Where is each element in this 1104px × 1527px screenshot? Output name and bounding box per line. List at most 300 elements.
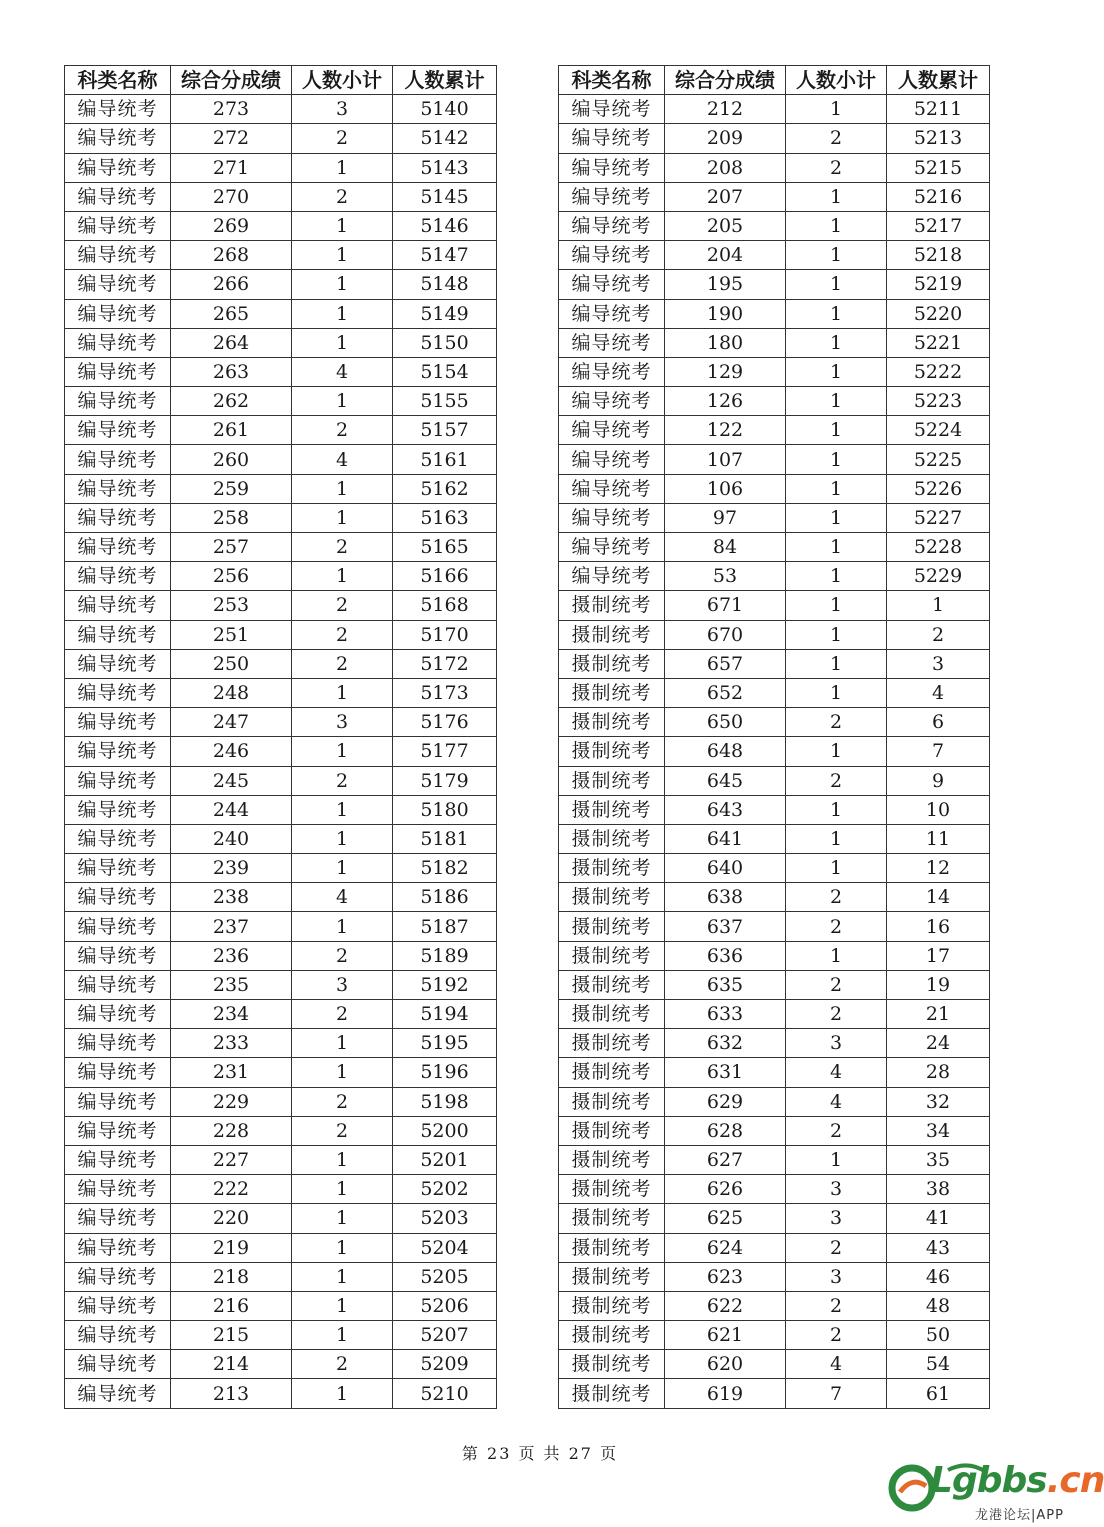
table-row (65, 299, 497, 328)
cell-score: 222 (171, 1175, 292, 1204)
table-row (65, 503, 497, 532)
table-header-row (65, 66, 497, 95)
cell-score: 195 (665, 270, 786, 299)
header-count: 人数小计 (786, 66, 887, 95)
table-row (65, 795, 497, 824)
table-row (65, 562, 497, 591)
cell-score: 636 (665, 941, 786, 970)
table-row (559, 270, 990, 299)
table-row (65, 1321, 497, 1350)
cell-score: 619 (665, 1379, 786, 1408)
cell-count: 1 (786, 795, 887, 824)
cell-score: 269 (171, 211, 292, 240)
cell-score: 623 (665, 1262, 786, 1291)
cell-count: 3 (292, 708, 393, 737)
cell-score: 231 (171, 1058, 292, 1087)
table-row (559, 1262, 990, 1291)
cell-score: 106 (665, 474, 786, 503)
cell-score: 107 (665, 445, 786, 474)
cell-score: 258 (171, 503, 292, 532)
cell-count: 1 (292, 1058, 393, 1087)
cell-cumulative: 48 (887, 1291, 990, 1320)
cell-score: 266 (171, 270, 292, 299)
cell-count: 2 (786, 1291, 887, 1320)
cell-cumulative: 4 (887, 678, 990, 707)
cell-category: 编导统考 (65, 1291, 171, 1320)
logo-subtitle: 龙港论坛|APP (975, 1508, 1064, 1523)
table-row (559, 328, 990, 357)
cell-cumulative: 6 (887, 708, 990, 737)
cell-score: 626 (665, 1175, 786, 1204)
cell-cumulative: 19 (887, 970, 990, 999)
table-row (559, 1233, 990, 1262)
table-row (559, 445, 990, 474)
cell-cumulative: 24 (887, 1029, 990, 1058)
header-count: 人数小计 (292, 66, 393, 95)
cell-score: 624 (665, 1233, 786, 1262)
cell-score: 234 (171, 1000, 292, 1029)
cell-score: 629 (665, 1087, 786, 1116)
cell-cumulative: 5229 (887, 562, 990, 591)
cell-category: 编导统考 (65, 1058, 171, 1087)
cell-score: 628 (665, 1116, 786, 1145)
cell-cumulative: 5225 (887, 445, 990, 474)
cell-category: 编导统考 (65, 387, 171, 416)
cell-count: 1 (292, 737, 393, 766)
table-row (559, 649, 990, 678)
cell-cumulative: 5192 (393, 970, 497, 999)
table-row (65, 737, 497, 766)
table-row (559, 970, 990, 999)
cell-score: 251 (171, 620, 292, 649)
cell-count: 1 (786, 416, 887, 445)
cell-cumulative: 5176 (393, 708, 497, 737)
table-row (559, 299, 990, 328)
cell-score: 637 (665, 912, 786, 941)
cell-cumulative: 5142 (393, 124, 497, 153)
cell-count: 4 (786, 1087, 887, 1116)
table-row (65, 1116, 497, 1145)
cell-category: 编导统考 (65, 328, 171, 357)
cell-score: 250 (171, 649, 292, 678)
cell-cumulative: 5161 (393, 445, 497, 474)
cell-category: 编导统考 (65, 1000, 171, 1029)
cell-category: 摄制统考 (559, 1029, 665, 1058)
cell-category: 编导统考 (65, 737, 171, 766)
cell-category: 编导统考 (65, 95, 171, 124)
cell-count: 2 (786, 153, 887, 182)
cell-count: 1 (786, 211, 887, 240)
cell-count: 2 (786, 1116, 887, 1145)
cell-count: 1 (292, 912, 393, 941)
cell-category: 编导统考 (65, 1204, 171, 1233)
cell-score: 264 (171, 328, 292, 357)
cell-category: 编导统考 (65, 270, 171, 299)
header-score: 综合分成绩 (171, 66, 292, 95)
cell-score: 631 (665, 1058, 786, 1087)
cell-cumulative: 5181 (393, 824, 497, 853)
cell-score: 248 (171, 678, 292, 707)
table-row (559, 182, 990, 211)
table-row (559, 1204, 990, 1233)
cell-count: 1 (786, 678, 887, 707)
table-row (559, 1350, 990, 1379)
cell-cumulative: 5165 (393, 533, 497, 562)
cell-cumulative: 43 (887, 1233, 990, 1262)
cell-category: 编导统考 (559, 153, 665, 182)
cell-score: 648 (665, 737, 786, 766)
cell-cumulative: 5162 (393, 474, 497, 503)
cell-cumulative: 5173 (393, 678, 497, 707)
table-row (65, 883, 497, 912)
cell-cumulative: 5221 (887, 328, 990, 357)
cell-count: 1 (292, 1262, 393, 1291)
table-row (65, 387, 497, 416)
cell-count: 1 (292, 211, 393, 240)
table-row (559, 912, 990, 941)
table-row (559, 387, 990, 416)
cell-count: 1 (292, 1029, 393, 1058)
cell-category: 摄制统考 (559, 795, 665, 824)
cell-count: 2 (292, 124, 393, 153)
cell-score: 207 (665, 182, 786, 211)
logo-main-text: Lgbbs (930, 1460, 1047, 1501)
cell-category: 编导统考 (65, 124, 171, 153)
cell-category: 编导统考 (559, 299, 665, 328)
cell-category: 摄制统考 (559, 912, 665, 941)
cell-score: 227 (171, 1145, 292, 1174)
cell-count: 4 (292, 883, 393, 912)
cell-cumulative: 5143 (393, 153, 497, 182)
cell-category: 摄制统考 (559, 766, 665, 795)
cell-count: 2 (786, 912, 887, 941)
cell-category: 编导统考 (559, 270, 665, 299)
cell-count: 1 (292, 1233, 393, 1262)
cell-category: 摄制统考 (559, 1145, 665, 1174)
cell-category: 编导统考 (65, 445, 171, 474)
table-row (65, 182, 497, 211)
cell-category: 编导统考 (559, 503, 665, 532)
cell-count: 1 (292, 1145, 393, 1174)
cell-cumulative: 5196 (393, 1058, 497, 1087)
cell-count: 1 (786, 182, 887, 211)
cell-cumulative: 2 (887, 620, 990, 649)
table-row (559, 737, 990, 766)
cell-count: 1 (786, 591, 887, 620)
cell-cumulative: 5201 (393, 1145, 497, 1174)
cell-category: 编导统考 (65, 182, 171, 211)
cell-cumulative: 5186 (393, 883, 497, 912)
cell-category: 编导统考 (65, 241, 171, 270)
cell-category: 摄制统考 (559, 883, 665, 912)
cell-category: 编导统考 (65, 854, 171, 883)
cell-count: 1 (292, 824, 393, 853)
table-row (65, 708, 497, 737)
cell-category: 编导统考 (65, 503, 171, 532)
cell-count: 1 (292, 387, 393, 416)
table-row (559, 533, 990, 562)
cell-score: 228 (171, 1116, 292, 1145)
cell-count: 2 (786, 766, 887, 795)
cell-category: 摄制统考 (559, 1379, 665, 1408)
cell-category: 编导统考 (65, 1029, 171, 1058)
table-row (559, 591, 990, 620)
header-category: 科类名称 (65, 66, 171, 95)
cell-cumulative: 5168 (393, 591, 497, 620)
cell-score: 260 (171, 445, 292, 474)
cell-score: 271 (171, 153, 292, 182)
cell-count: 1 (786, 562, 887, 591)
cell-cumulative: 28 (887, 1058, 990, 1087)
cell-cumulative: 5218 (887, 241, 990, 270)
cell-cumulative: 5146 (393, 211, 497, 240)
table-row (65, 241, 497, 270)
cell-score: 209 (665, 124, 786, 153)
cell-count: 1 (292, 678, 393, 707)
cell-category: 编导统考 (65, 912, 171, 941)
cell-score: 620 (665, 1350, 786, 1379)
cell-cumulative: 5150 (393, 328, 497, 357)
table-row (65, 328, 497, 357)
logo-wordmark[interactable] (930, 1460, 1104, 1501)
table-row (559, 1116, 990, 1145)
cell-cumulative: 5166 (393, 562, 497, 591)
cell-category: 编导统考 (65, 1350, 171, 1379)
table-row (65, 941, 497, 970)
cell-count: 1 (292, 854, 393, 883)
cell-score: 263 (171, 357, 292, 386)
cell-score: 84 (665, 533, 786, 562)
cell-cumulative: 5219 (887, 270, 990, 299)
cell-category: 编导统考 (65, 1175, 171, 1204)
cell-category: 编导统考 (65, 795, 171, 824)
cell-category: 摄制统考 (559, 1000, 665, 1029)
cell-cumulative: 5226 (887, 474, 990, 503)
cell-cumulative: 5209 (393, 1350, 497, 1379)
cell-cumulative: 5179 (393, 766, 497, 795)
cell-cumulative: 5217 (887, 211, 990, 240)
cell-count: 2 (292, 416, 393, 445)
cell-cumulative: 5189 (393, 941, 497, 970)
cell-category: 编导统考 (65, 824, 171, 853)
table-row (65, 153, 497, 182)
table-row (65, 970, 497, 999)
cell-cumulative: 5147 (393, 241, 497, 270)
table-row (559, 678, 990, 707)
table-row (65, 766, 497, 795)
cell-count: 4 (786, 1350, 887, 1379)
cell-category: 编导统考 (65, 299, 171, 328)
cell-count: 1 (786, 737, 887, 766)
table-row (65, 1262, 497, 1291)
cell-category: 编导统考 (65, 1087, 171, 1116)
cell-count: 1 (786, 474, 887, 503)
table-row (65, 678, 497, 707)
cell-count: 2 (786, 708, 887, 737)
cell-cumulative: 50 (887, 1321, 990, 1350)
cell-count: 2 (292, 941, 393, 970)
cell-cumulative: 12 (887, 854, 990, 883)
cell-category: 编导统考 (65, 1116, 171, 1145)
cell-cumulative: 5220 (887, 299, 990, 328)
cell-category: 摄制统考 (559, 737, 665, 766)
cell-cumulative: 5163 (393, 503, 497, 532)
table-row (65, 95, 497, 124)
cell-cumulative: 35 (887, 1145, 990, 1174)
cell-score: 645 (665, 766, 786, 795)
cell-category: 摄制统考 (559, 1262, 665, 1291)
cell-cumulative: 5154 (393, 357, 497, 386)
table-row (65, 1233, 497, 1262)
cell-count: 1 (292, 1291, 393, 1320)
cell-cumulative: 5187 (393, 912, 497, 941)
cell-category: 编导统考 (559, 357, 665, 386)
cell-count: 1 (292, 241, 393, 270)
cell-category: 编导统考 (65, 591, 171, 620)
cell-category: 编导统考 (65, 1145, 171, 1174)
cell-category: 编导统考 (65, 474, 171, 503)
table-row (65, 591, 497, 620)
cell-cumulative: 16 (887, 912, 990, 941)
table-row (559, 766, 990, 795)
cell-category: 摄制统考 (559, 708, 665, 737)
header-score: 综合分成绩 (665, 66, 786, 95)
cell-score: 650 (665, 708, 786, 737)
cell-cumulative: 5170 (393, 620, 497, 649)
cell-count: 1 (786, 270, 887, 299)
cell-count: 3 (786, 1175, 887, 1204)
cell-score: 261 (171, 416, 292, 445)
cell-category: 编导统考 (65, 678, 171, 707)
cell-category: 摄制统考 (559, 1321, 665, 1350)
cell-cumulative: 5172 (393, 649, 497, 678)
cell-cumulative: 5228 (887, 533, 990, 562)
cell-cumulative: 5198 (393, 1087, 497, 1116)
page-footer: 第 23 页 共 27 页 (461, 1444, 619, 1463)
cell-score: 129 (665, 357, 786, 386)
table-row (559, 1029, 990, 1058)
cell-score: 640 (665, 854, 786, 883)
cell-count: 2 (292, 1087, 393, 1116)
cell-category: 编导统考 (559, 533, 665, 562)
cell-cumulative: 5210 (393, 1379, 497, 1408)
cell-score: 625 (665, 1204, 786, 1233)
cell-score: 235 (171, 970, 292, 999)
cell-count: 2 (292, 1116, 393, 1145)
cell-cumulative: 38 (887, 1175, 990, 1204)
cell-count: 2 (292, 591, 393, 620)
table-row (559, 1000, 990, 1029)
cell-cumulative: 5195 (393, 1029, 497, 1058)
cell-score: 265 (171, 299, 292, 328)
cell-count: 1 (786, 241, 887, 270)
table-row (559, 474, 990, 503)
cell-category: 摄制统考 (559, 620, 665, 649)
table-row (559, 211, 990, 240)
table-row (559, 1175, 990, 1204)
table-row (65, 854, 497, 883)
table-row (559, 795, 990, 824)
cell-cumulative: 5157 (393, 416, 497, 445)
cell-category: 摄制统考 (559, 824, 665, 853)
cell-score: 256 (171, 562, 292, 591)
cell-score: 244 (171, 795, 292, 824)
table-row (65, 1350, 497, 1379)
cell-score: 621 (665, 1321, 786, 1350)
cell-count: 2 (786, 124, 887, 153)
table-row (65, 649, 497, 678)
cell-category: 摄制统考 (559, 591, 665, 620)
cell-count: 1 (786, 824, 887, 853)
cell-count: 1 (292, 328, 393, 357)
cell-score: 245 (171, 766, 292, 795)
cell-score: 622 (665, 1291, 786, 1320)
table-row (559, 503, 990, 532)
cell-count: 1 (786, 1145, 887, 1174)
cell-count: 3 (786, 1029, 887, 1058)
table-row (559, 1321, 990, 1350)
table-row (65, 445, 497, 474)
cell-count: 1 (292, 1175, 393, 1204)
cell-cumulative: 5207 (393, 1321, 497, 1350)
cell-count: 2 (786, 1233, 887, 1262)
header-cumulative: 人数累计 (393, 66, 497, 95)
table-row (65, 1058, 497, 1087)
cell-cumulative: 1 (887, 591, 990, 620)
table-row (65, 1145, 497, 1174)
cell-cumulative: 5177 (393, 737, 497, 766)
cell-category: 编导统考 (65, 766, 171, 795)
cell-count: 1 (786, 533, 887, 562)
cell-count: 2 (786, 883, 887, 912)
table-row (65, 124, 497, 153)
cell-cumulative: 3 (887, 649, 990, 678)
table-row (559, 241, 990, 270)
table-row (65, 1175, 497, 1204)
cell-count: 7 (786, 1379, 887, 1408)
cell-score: 632 (665, 1029, 786, 1058)
table-row (559, 357, 990, 386)
cell-category: 摄制统考 (559, 1350, 665, 1379)
cell-category: 摄制统考 (559, 970, 665, 999)
cell-count: 2 (292, 649, 393, 678)
cell-cumulative: 5205 (393, 1262, 497, 1291)
cell-count: 1 (786, 387, 887, 416)
cell-count: 1 (786, 620, 887, 649)
table-row (559, 824, 990, 853)
cell-category: 编导统考 (559, 387, 665, 416)
cell-count: 2 (786, 970, 887, 999)
cell-cumulative: 5203 (393, 1204, 497, 1233)
cell-count: 4 (292, 357, 393, 386)
cell-cumulative: 5224 (887, 416, 990, 445)
table-row (559, 620, 990, 649)
cell-count: 4 (786, 1058, 887, 1087)
cell-score: 259 (171, 474, 292, 503)
table-row (559, 883, 990, 912)
cell-category: 摄制统考 (559, 941, 665, 970)
table-row (65, 533, 497, 562)
cell-score: 635 (665, 970, 786, 999)
cell-score: 229 (171, 1087, 292, 1116)
cell-category: 编导统考 (65, 1379, 171, 1408)
table-row (559, 1058, 990, 1087)
header-category: 科类名称 (559, 66, 665, 95)
cell-count: 1 (292, 1204, 393, 1233)
cell-count: 1 (292, 795, 393, 824)
cell-score: 97 (665, 503, 786, 532)
cell-category: 编导统考 (559, 182, 665, 211)
